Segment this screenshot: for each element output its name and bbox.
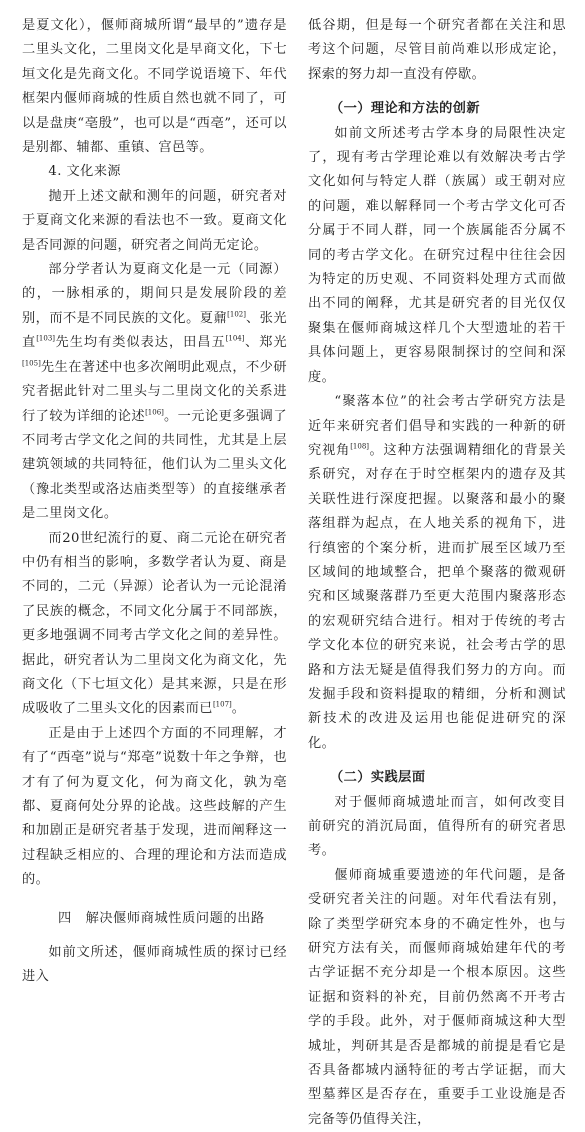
left-column <box>22 14 287 990</box>
section-heading: 四 解决偃师商城性质问题的出路 <box>58 910 265 926</box>
paragraph: 偃师商城重要遗迹的年代问题，是备受研究者关注的问题。对年代看法有别，除了类型学研究本身的不确定性外，也与研究方法有关，而偃师商城始建年代的考古学证据不充分却是一个根本原因。这些证据和资料的补充，目前仍然离不开考古学的手段。此外，对于偃师商城这种大型城址，判研其是否是都城的前提是看它是否具备都城内涵特征的考古学证据，而大型墓葬区是否存在，重要手工业设施是否完备等仍值得关注， <box>308 867 566 1127</box>
paragraph-continued: 低谷期，但是每一个研究者都在关注和思考这个问题，尽管目前尚难以形成定论，探索的努力却一直没有停歇。 <box>308 18 566 82</box>
paragraph <box>22 258 287 526</box>
citation-ref: [105] <box>22 359 41 368</box>
paragraph: 正是由于上述四个方面的不同理解，才有了“西亳”说与“郑亳”说数十年之争辩，也才有了何为夏文化，何为商文化，孰为亳都、夏商何处分界的论战。这些歧解的产生和加剧正是研究者基于发现，进而阐释这一过程缺乏相应的、合理的理论和方法而造成的。 <box>22 725 287 888</box>
spacer <box>308 87 566 97</box>
citation-ref: [104] <box>225 334 245 343</box>
citation-ref: [103] <box>36 334 56 343</box>
text-run: 。这种方法强调精细化的背景关系研究，对存在于时空框架内的遗存及其关联性进行深度把握。以聚落和最小的聚落组群为起点，在人地关系的视角下，进行缜密的个案分析，进而扩展至区域乃至区域间的地域整合，把单个聚落的微观研究和区域聚落群乃至更大范围内聚落形态的宏观研究结合进行。相对于传统的考古学文化本位的研究来说，社会考古学的思路和方法无疑是值得我们努力的方向。而发掘手段和资料提取的精细，分析和测试新技术的改进及运用也能促进研究的深化。 <box>308 442 566 751</box>
text-run: 而20世纪流行的夏、商二元论在研究者中仍有相当的影响，多数学者认为夏、商是不同的，二元（异源）论者认为一元论混淆了民族的概念，不同文化分属于不同部族，更多地强调不同考古学文化之间的差异性。据此，研究者认为二里岗文化为商文化，先商文化（下七垣文化）是其来源，只是在形成吸收了二里头文化的因素而已 <box>22 530 287 717</box>
citation-ref: [102] <box>227 310 246 319</box>
spacer <box>308 756 566 766</box>
text-run: 部分学者认为夏商文化是一元（同源）的，一脉相承的，期间只是发展阶段的差别，而不是不同民族的文化。夏鼐 <box>22 262 287 326</box>
right-column <box>308 14 566 1132</box>
subsection-heading-practice: （二）实践层面 <box>330 770 426 786</box>
citation-ref: [108] <box>350 442 370 451</box>
subsection-heading-theory-method: （一）理论和方法的创新 <box>330 101 481 117</box>
paragraph-continued: 是夏文化），偃师商城所谓“最早的”遗存是二里头文化，二里岗文化是早商文化，下七垣文化是先商文化。不同学说语境下、年代框架内偃师商城的性质自然也就不同了，可以是盘庚“亳殷”，也可以是“西亳”，还可以是别都、辅都、重镇、宫邑等。 <box>22 18 287 156</box>
text-run: 先生均有类似表达，田昌五 <box>55 335 226 351</box>
text-run: 。 <box>231 701 246 717</box>
citation-ref: [107] <box>212 700 232 709</box>
text-run: 、张光直 <box>22 310 287 351</box>
text-run: “聚落本位”的社会考古学研究方法是近年来研究者们倡导和实践的一种新的研究视角 <box>308 394 566 458</box>
text-run: 。一元论更多强调了不同考古学文化之间的共同性，尤其是上层建筑领域的共同特征，他们认为二里头文化（豫北类型或洛达庙类型等）的直接继承者是二里岗文化。 <box>22 408 287 522</box>
paragraph: 抛开上述文献和测年的问题，研究者对于夏商文化来源的看法也不一致。夏商文化是否同源的问题，研究者之间尚无定论。 <box>22 188 287 253</box>
paragraph <box>22 527 287 722</box>
text-run: 、郑光 <box>244 335 288 351</box>
citation-ref: [106] <box>145 408 164 417</box>
paragraph: 如前文所述，偃师商城性质的探讨已经进入 <box>22 945 287 985</box>
paragraph <box>308 390 566 756</box>
paragraph: 如前文所述考古学本身的局限性决定了，现有考古学理论难以有效解决考古学文化如何与特定人群（族属）或王朝对应的问题，难以解释同一个考古学文化可否分属于不同人群，同一个族属能否分属不同的考古学文化。在研究过程中往往会因为特定的历史观、不同资料处理方式而做出不同的阐释，尤其是研究者的目光仅仅聚集在偃师商城这样几个大型遗址的若干具体问题上，更容易限制探讨的空间和深度。 <box>308 125 566 385</box>
subsection-heading-cultural-origin: 4. 文化来源 <box>48 164 122 180</box>
text-run: 先生在著述中也多次阐明此观点，不少研究者据此针对二里头与二里岗文化的关系进行了较为详细的论述 <box>22 359 287 424</box>
paragraph: 对于偃师商城遗址而言，如何改变目前研究的消沉局面，值得所有的研究者思考。 <box>308 794 566 859</box>
